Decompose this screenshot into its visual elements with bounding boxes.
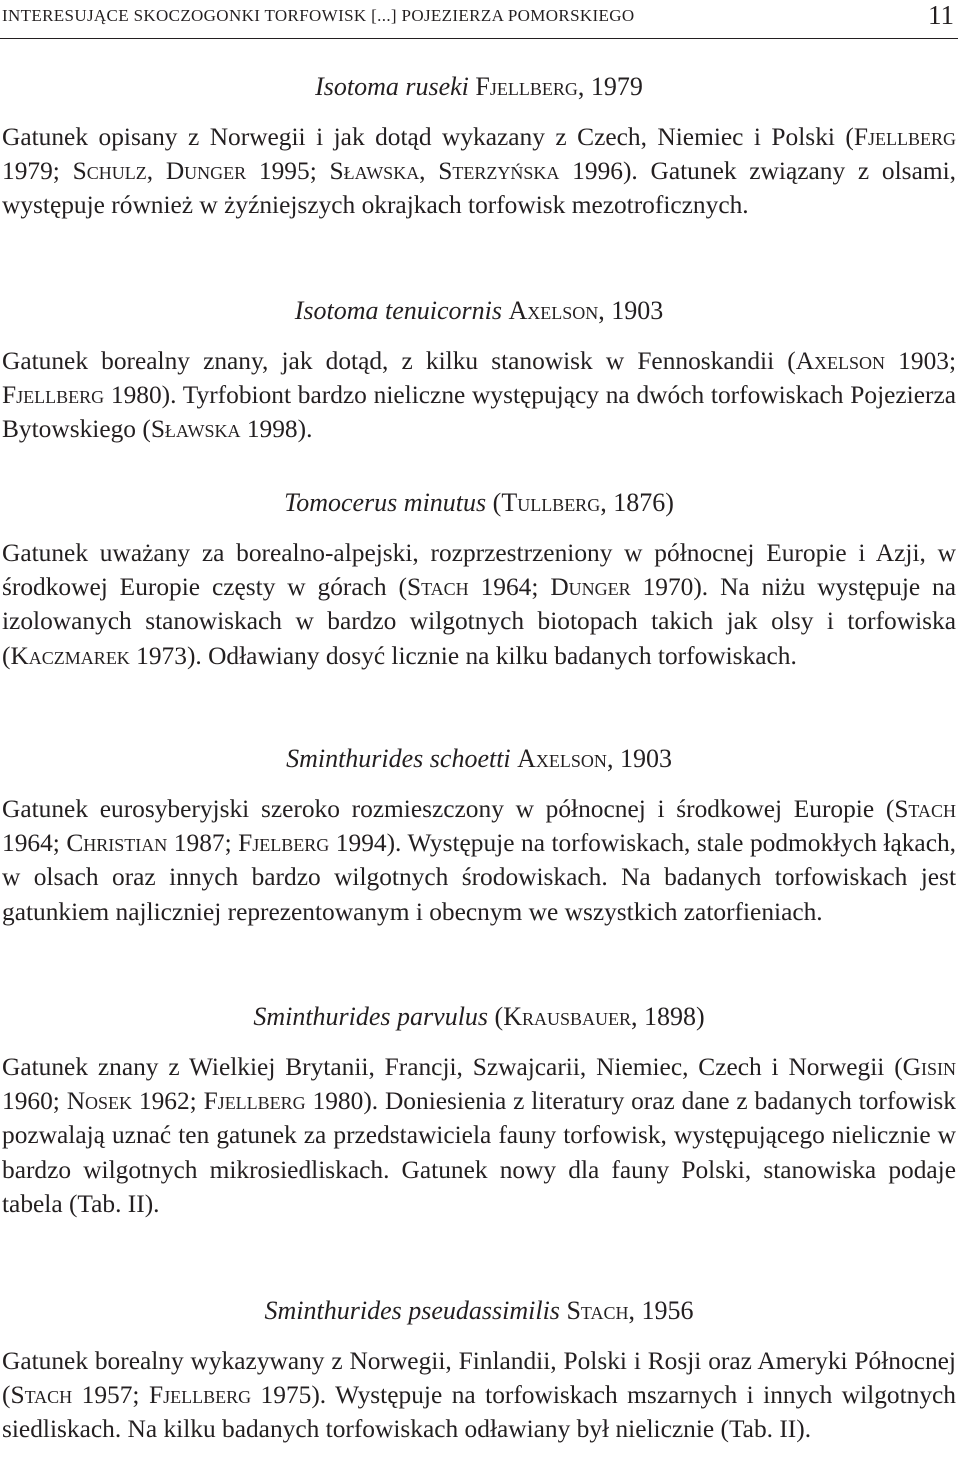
authority-year: , 1979 [577,72,643,101]
cited-author: Sławska [150,415,241,444]
text-run: 1973). Odławiany dosyć licznie na kilku badanych torfowiskach. [129,641,797,670]
text-run: 1975). Występuje na torfowiskach mszarnych i innych wilgotnych siedliskach. Na kilku badanych torfowiskach odławiany był nielicznie (Tab. II). [2,1381,956,1444]
species-section-isotoma-tenuicornis [2,294,956,447]
text-run: 1960; [2,1087,67,1116]
cited-author: Schulz, Dunger [72,157,247,186]
cited-author: Axelson [795,347,886,375]
cited-author: Fjellberg [2,381,105,410]
authority-prefix: ( [488,1002,504,1031]
species-description [2,792,956,929]
species-heading [2,1000,956,1034]
cited-author: Nosek [66,1087,133,1116]
cited-author: Fjellberg [148,1381,252,1410]
species-name: Sminthurides schoetti [286,744,511,773]
species-name: Sminthurides parvulus [253,1002,489,1031]
species-section-sminthurides-parvulus [2,1000,956,1221]
species-heading [2,742,956,776]
species-section-tomocerus-minutus [2,486,956,673]
text-run: Gatunek borealny znany, jak dotąd, z kilku stanowisk w Fennoskandii ( [2,347,796,375]
species-section-sminthurides-schoetti [2,742,956,929]
authority-name: Axelson [508,296,599,325]
authority-year: , 1903 [598,296,664,325]
authority-name: Krausbauer [503,1002,632,1031]
text-run: 1980). Tyrfobiont bardzo nieliczne występujący na dwóch torfowiskach Pojezierza Bytowskiego ( [2,381,956,444]
text-run: 1994). Występuje na torfowiskach, stale podmokłych łąkach, w olsach oraz innych bardzo wilgotnych środowiskach. Na badanych torfowiskach jest gatunkiem najliczniej reprezentowanym i obecnym we wszystkich zatorfieniach. [2,829,957,926]
text-run: 1970). Na niżu występuje na izolowanych stanowiskach w bardzo wilgotnych biotopach takich jak olsy i torfowiska ( [2,573,957,670]
page-number: 11 [928,0,954,30]
text-run: 1979; [2,157,73,186]
species-description [2,536,956,673]
species-name: Isotoma tenuicornis [294,296,502,325]
cited-author: Gisin [902,1053,956,1081]
authority-prefix: ( [486,488,502,517]
cited-author: Stach [10,1381,73,1410]
authority-name: Fjellberg [475,72,578,101]
authority-name: Axelson [517,744,607,773]
text-run: 1957; [72,1381,149,1410]
text-run: 1996). Gatunek związany z olsami, występuje również w żyźniejszych okrajkach torfowisk mezotroficznych. [2,157,956,220]
running-title: INTERESUJĄCE SKOCZOGONKI TORFOWISK [...] POJEZIERZA POMORSKIEGO [2,6,635,25]
species-heading [2,486,956,520]
cited-author: Stach [894,795,956,823]
text-run: Gatunek znany z Wielkiej Brytanii, Francji, Szwajcarii, Niemiec, Czech i Norwegii ( [2,1053,903,1081]
species-description [2,1050,956,1221]
cited-author: Sławska, Sterzyńska [329,157,560,186]
authority-name: Stach [566,1296,629,1325]
authority-year: , 1898) [631,1002,705,1031]
cited-author: Fjellberg [203,1087,306,1116]
cited-author: Fjelberg [238,829,330,858]
text-run: Gatunek uważany za borealno-alpejski, rozprzestrzeniony w północnej Europie i Azji, w środkowej Europie częsty w górach ( [2,539,956,602]
species-section-isotoma-ruseki [2,70,956,223]
text-run: Gatunek borealny wykazywany z Norwegii, Finlandii, Polski i Rosji oraz Ameryki Północnej ( [2,1347,956,1410]
species-description [2,120,956,223]
authority-year: , 1876) [600,488,674,517]
text-run: 1964; [468,573,551,602]
species-name: Isotoma ruseki [315,72,469,101]
species-description [2,344,956,447]
text-run: Gatunek eurosyberyjski szeroko rozmieszczony w północnej i środkowej Europie ( [2,795,895,823]
species-name: Tomocerus minutus [284,488,487,517]
cited-author: Stach [406,573,469,602]
species-name: Sminthurides pseudassimilis [264,1296,560,1325]
species-heading [2,294,956,328]
cited-author: Dunger [550,573,631,602]
authority-year: , 1956 [628,1296,694,1325]
species-heading [2,1294,956,1328]
text-run: Gatunek opisany z Norwegii i jak dotąd wykazany z Czech, Niemiec i Polski ( [2,123,854,151]
text-run: 1980). Doniesienia z literatury oraz dane z badanych torfowisk pozwalają uznać ten gatunek za przedstawiciela fauny torfowisk, występującego nielicznie w bardzo wilgotnych mikrosiedliskach. Gatunek nowy dla fauny Polski, stanowiska podaje tabela (Tab. II). [2,1087,956,1218]
authority-year: , 1903 [606,744,672,773]
text-run: 1964; [2,829,67,858]
text-run: 1998). [240,415,313,444]
text-run: 1903; [885,347,957,375]
species-description [2,1344,956,1447]
cited-author: Christian [66,829,168,858]
text-run: 1987; [167,829,239,858]
text-run: 1995; [246,157,330,186]
text-run: 1962; [132,1087,204,1116]
cited-author: Fjellberg [853,123,956,151]
cited-author: Kaczmarek [10,641,130,670]
species-heading [2,70,956,104]
running-header [0,0,958,39]
authority-name: Tullberg [501,488,601,517]
species-section-sminthurides-pseudassimilis [2,1294,956,1447]
